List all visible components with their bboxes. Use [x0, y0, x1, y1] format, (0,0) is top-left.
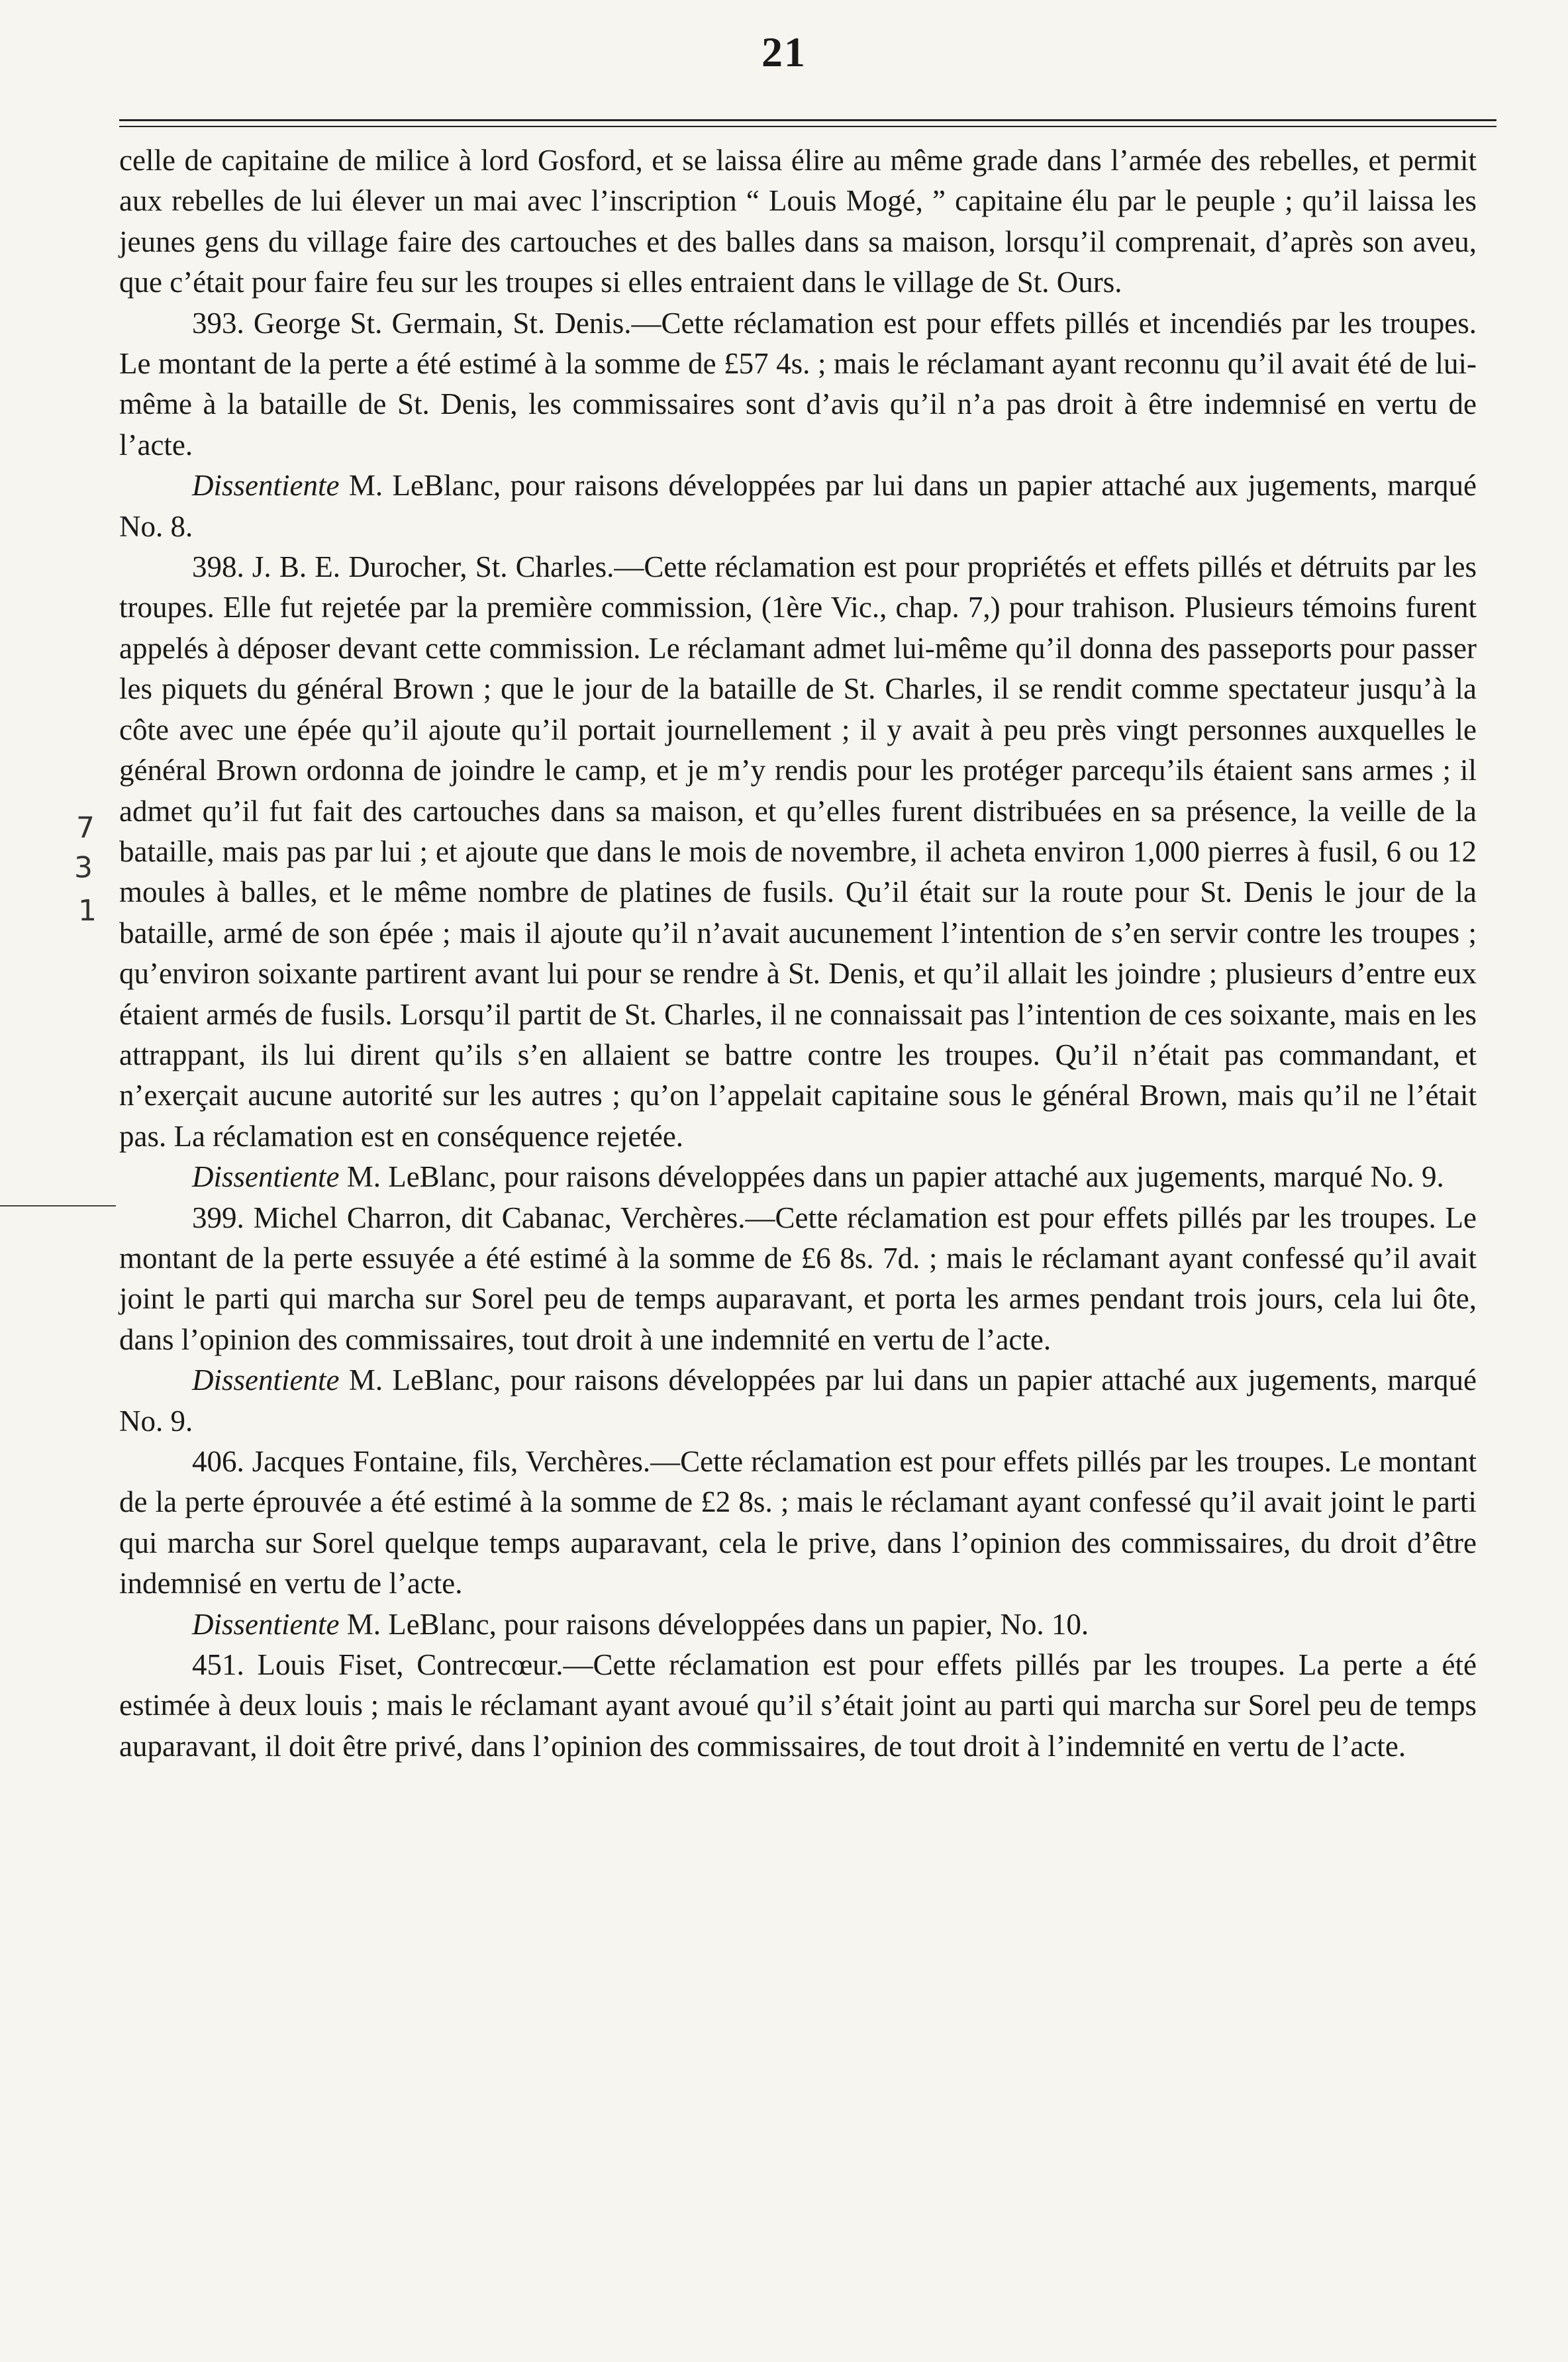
paragraph-entry-398: 398. J. B. E. Durocher, St. Charles.—Cette réclamation est pour propriétés et effets pillés et détruits par les troupes. Elle fut rejetée par la première commission, (1ère Vic., chap. 7,) pour trahison. Plusieurs témoins furent appelés à déposer devant cette commission. Le réclamant admet lui-même qu’il donna des passeports pour passer les piquets du général Brown ; que le jour de la bataille de St. Charles, il se rendit comme spectateur jusqu’à la côte avec une épée qu’il ajoute qu’il portait journellement ; il y avait à peu près vingt personnes auxquelles le général Brown ordonna de joindre le camp, et je m’y rendis pour les protéger parcequ’ils étaient sans armes ; il admet qu’il fut fait des cartouches dans sa maison, et qu’elles furent distribuées en sa présence, la veille de la bataille, mais pas par lui ; et ajoute que dans le mois de novembre, il acheta environ 1,000 pierres à fusil, 6 ou 12 moules à balles, et le même nombre de platines de fusils. Qu’il était sur la route pour St. Denis le jour de la bataille, armé de son épée ; mais il ajoute qu’il n’avait aucunement l’intention de s’en servir contre les troupes ; qu’environ soixante partirent avant lui pour se rendre à St. Denis, et qu’il allait les joindre ; plusieurs d’entre eux étaient armés de fusils. Lorsqu’il partit de St. Charles, il ne connaissait pas l’intention de ces soixante, mais en les attrappant, ils lui dirent qu’ils s’en allaient se battre contre les troupes. Qu’il n’était pas commandant, et n’exerçait aucune autorité sur les autres ; qu’on l’appelait capitaine sous le général Brown, mais qu’il ne l’était pas. La réclamation est en conséquence rejetée. [119, 550, 1477, 1153]
page-number: 21 [761, 28, 807, 75]
body-text [119, 140, 1477, 1767]
paragraph-continuation: celle de capitaine de milice à lord Gosford, et se laissa élire au même grade dans l’armée des rebelles, et permit aux rebelles de lui élever un mai avec l’inscription “ Louis Mogé, ” capitaine élu par le peuple ; qu’il laissa les jeunes gens du village faire des cartouches et des balles dans sa maison, lorsqu’il comprenait, d’après son aveu, que c’était pour faire feu sur les troupes si elles entraient dans le village de St. Ours. [119, 144, 1477, 299]
header-rule [119, 119, 1496, 121]
paragraph-entry-399: 399. Michel Charron, dit Cabanac, Verchères.—Cette réclamation est pour effets pillés par les troupes. Le montant de la perte essuyée a été estimé à la somme de £6 8s. 7d. ; mais le réclamant ayant confessé qu’il avait joint le parti qui marcha sur Sorel peu de temps auparavant, et porta les armes pendant trois jours, cela lui ôte, dans l’opinion des commissaires, tout droit à une indemnité en vertu de l’acte. [119, 1201, 1477, 1356]
paragraph-entry-393: 393. George St. Germain, St. Denis.—Cette réclamation est pour effets pillés et incendiés par les troupes. Le montant de la perte a été estimé à la somme de £57 4s. ; mais le réclamant ayant reconnu qu’il avait été de lui-même à la bataille de St. Denis, les commissaires sont d’avis qu’il n’a pas droit à être indemnisé en vertu de l’acte. [119, 306, 1477, 462]
dissent-label: Dissentiente [192, 1363, 340, 1397]
dissent-label: Dissentiente [192, 1607, 340, 1641]
paragraph-entry-406: 406. Jacques Fontaine, fils, Verchères.—Cette réclamation est pour effets pillés par les troupes. Le montant de la perte éprouvée a été estimé à la somme de £2 8s. ; mais le réclamant ayant confessé qu’il avait joint le parti qui marcha sur Sorel quelque temps auparavant, cela le prive, dans l’opinion des commissaires, du droit d’être indemnisé en vertu de l’acte. [119, 1445, 1477, 1600]
dissent-label: Dissentiente [192, 1160, 340, 1194]
dissent-text: M. LeBlanc, pour raisons développées par lui dans un papier attaché aux jugements, marqué No. 9. [119, 1363, 1477, 1438]
paragraph-dissent [119, 1157, 1477, 1197]
dissent-label: Dissentiente [192, 469, 340, 503]
margin-mark: 3 [74, 851, 93, 885]
paragraph-dissent [119, 1604, 1477, 1645]
header-rule-secondary [119, 126, 1496, 127]
margin-mark: 1 [78, 894, 97, 928]
paragraph-dissent [119, 466, 1477, 547]
paragraph-dissent [119, 1360, 1477, 1442]
dissent-text: M. LeBlanc, pour raisons développées dans un papier attaché aux jugements, marqué No. 9. [339, 1160, 1444, 1194]
dissent-text: M. LeBlanc, pour raisons développées par lui dans un papier attaché aux jugements, marqué No. 8. [119, 469, 1477, 543]
paragraph-entry-451: 451. Louis Fiset, Contrecœur.—Cette réclamation est pour effets pillés par les troupes. La perte a été estimée à deux louis ; mais le réclamant ayant avoué qu’il s’était joint au parti qui marcha sur Sorel peu de temps auparavant, il doit être privé, dans l’opinion des commissaires, de tout droit à l’indemnité en vertu de l’acte. [119, 1648, 1477, 1763]
dissent-text: M. LeBlanc, pour raisons développées dans un papier, No. 10. [339, 1607, 1089, 1641]
margin-line [0, 1205, 116, 1206]
margin-mark: 7 [76, 811, 95, 845]
